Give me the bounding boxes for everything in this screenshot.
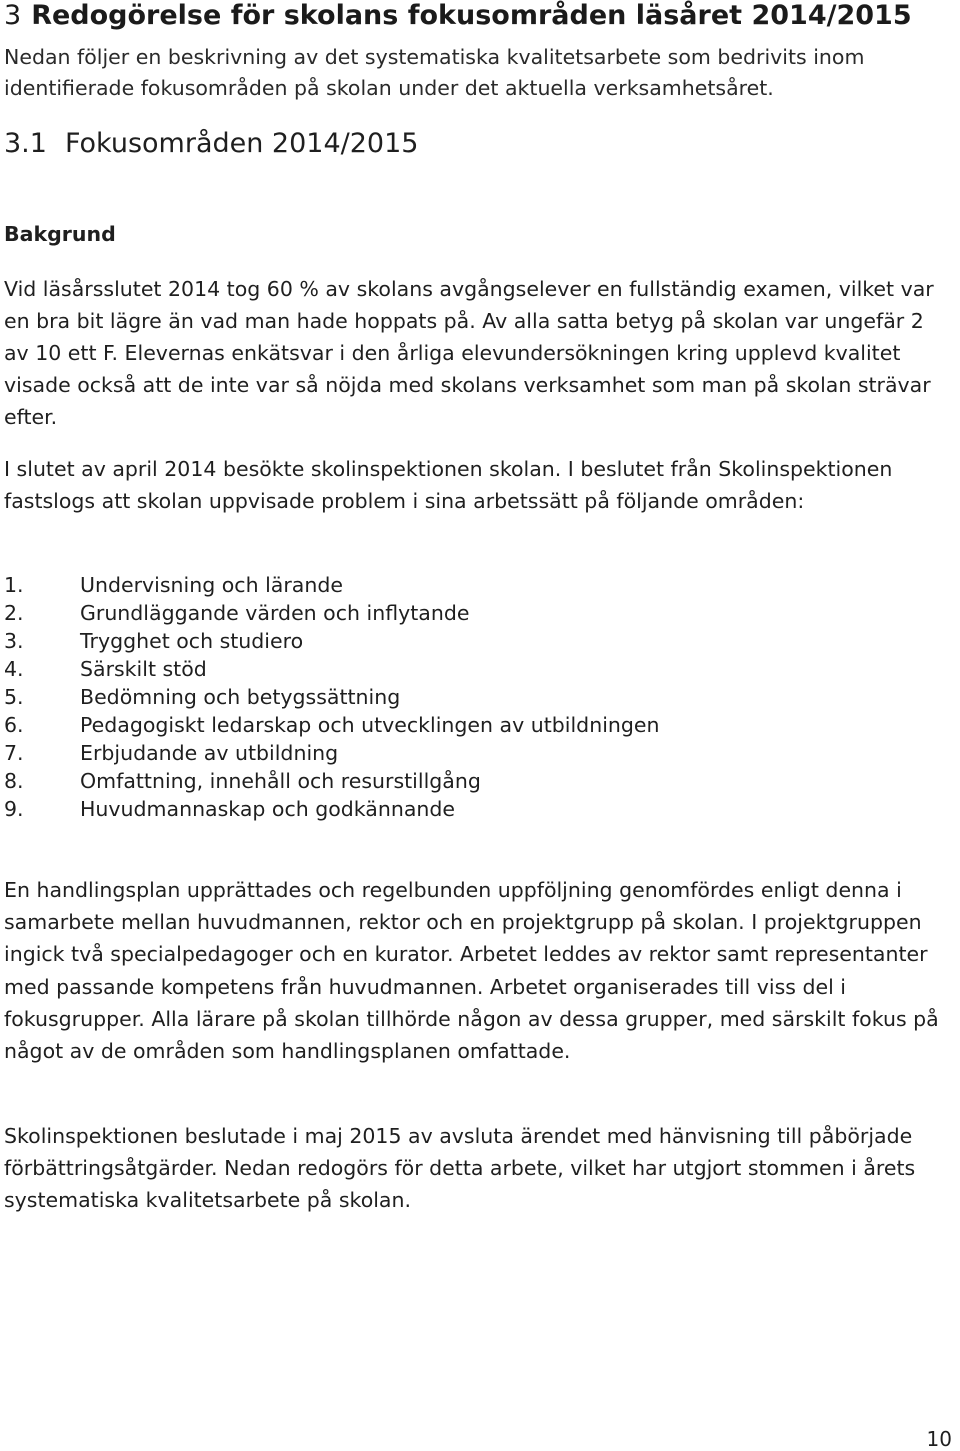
- list-item-text: Grundläggande värden och inflytande: [80, 601, 470, 625]
- list-item: [4, 795, 660, 823]
- list-item-number: 6.: [4, 713, 24, 737]
- subsection-title: Fokusområden 2014/2015: [64, 128, 419, 159]
- list-item-text: Bedömning och betygssättning: [80, 685, 401, 709]
- list-item: [4, 683, 660, 711]
- closure-paragraph: Skolinspektionen beslutade i maj 2015 av avsluta ärendet med hänvisning till påbörjade förbättringsåtgärder. Nedan redogörs för detta arbete, vilket har utgjort stommen i årets systematiska kvalitetsarbete på skolan.: [4, 1124, 916, 1212]
- list-item-text: Undervisning och lärande: [80, 573, 343, 597]
- list-item: [4, 599, 660, 627]
- list-item-number: 3.: [4, 629, 24, 653]
- list-item-text: Huvudmannaskap och godkännande: [80, 797, 456, 821]
- list-item-number: 5.: [4, 685, 24, 709]
- list-item-text: Trygghet och studiero: [80, 629, 304, 653]
- list-item-number: 7.: [4, 741, 24, 765]
- list-item-text: Omfattning, innehåll och resurstillgång: [80, 769, 481, 793]
- action-plan-paragraph: En handlingsplan upprättades och regelbunden uppföljning genomfördes enligt denna i samarbete mellan huvudmannen, rektor och en projektgrupp på skolan. I projektgruppen ingick två specialpedagoger och en kurator. Arbetet leddes av rektor samt representanter med passande kompetens från huvudmannen. Arbetet organiserades till viss del i fokusgrupper. Alla lärare på skolan tillhörde någon av dessa grupper, med särskilt fokus på något av de områden som handlingsplanen omfattade.: [4, 878, 939, 1064]
- list-item: [4, 627, 660, 655]
- subsection-heading: [4, 127, 418, 161]
- list-item: [4, 571, 660, 599]
- background-paragraph-2: I slutet av april 2014 besökte skolinspektionen skolan. I beslutet från Skolinspektionen fastslogs att skolan uppvisade problem i sina arbetssätt på följande områden:: [4, 457, 893, 513]
- list-item-number: 4.: [4, 657, 24, 681]
- list-item: [4, 655, 660, 683]
- list-item-text: Pedagogiskt ledarskap och utvecklingen av utbildningen: [80, 713, 660, 737]
- background-paragraph-1: Vid läsårsslutet 2014 tog 60 % av skolans avgångselever en fullständig examen, vilket var en bra bit lägre än vad man hade hoppats på. Av alla satta betyg på skolan var ungefär 2 av 10 ett F. Elevernas enkätsvar i den årliga elevundersökningen kring upplevd kvalitet visade också att de inte var så nöjda med skolans verksamhet som man på skolan strävar efter.: [4, 277, 934, 429]
- section-intro: Nedan följer en beskrivning av det systematiska kvalitetsarbete som bedrivits inom identifierade fokusområden på skolan under det aktuella verksamhetsåret.: [4, 45, 865, 100]
- list-item-number: 8.: [4, 769, 24, 793]
- list-item: [4, 739, 660, 767]
- list-item-number: 1.: [4, 573, 24, 597]
- list-item: [4, 711, 660, 739]
- problem-areas-list: [4, 571, 660, 823]
- list-item-text: Erbjudande av utbildning: [80, 741, 339, 765]
- list-item-text: Särskilt stöd: [80, 657, 207, 681]
- subsection-number: 3.1: [4, 128, 47, 159]
- background-heading: Bakgrund: [4, 222, 116, 246]
- list-item-number: 2.: [4, 601, 24, 625]
- list-item: [4, 767, 660, 795]
- section-title: Redogörelse för skolans fokusområden läsåret 2014/2015: [31, 0, 912, 31]
- page-number: 10: [926, 1427, 952, 1451]
- list-item-number: 9.: [4, 797, 24, 821]
- section-heading: [4, 0, 912, 32]
- section-number: 3: [4, 0, 22, 31]
